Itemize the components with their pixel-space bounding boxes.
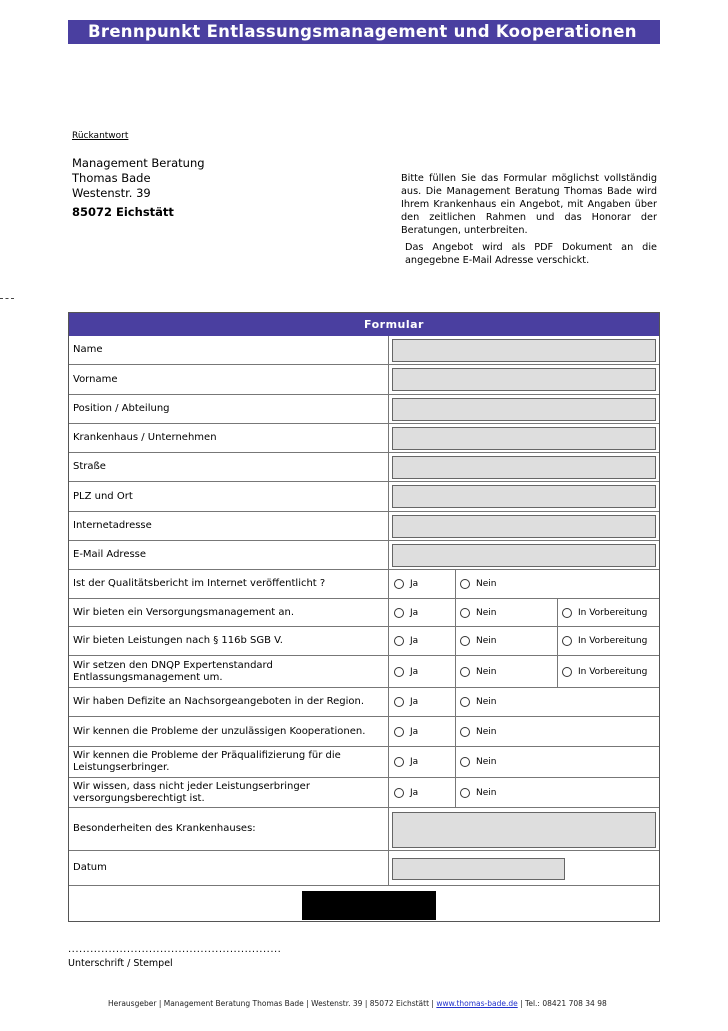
- info-paragraph-2: Das Angebot wird als PDF Dokument an die angegebne E-Mail Adresse verschickt.: [405, 242, 657, 266]
- radio-circle-icon[interactable]: [394, 727, 404, 737]
- form-row-besonderheiten: [69, 808, 659, 851]
- radio-nein[interactable]: [460, 747, 496, 777]
- form-row-email: [69, 541, 659, 570]
- option-label: Nein: [476, 757, 497, 767]
- form: [68, 312, 660, 922]
- footer-website-link[interactable]: www.thomas-bade.de: [436, 999, 518, 1008]
- krankenhaus-input[interactable]: [392, 427, 656, 450]
- question-row: [69, 717, 659, 747]
- besonderheiten-textarea[interactable]: [392, 812, 656, 848]
- plz-ort-input[interactable]: [392, 485, 656, 508]
- radio-circle-icon[interactable]: [394, 579, 404, 589]
- datum-input[interactable]: [392, 858, 565, 880]
- form-row-internet: [69, 512, 659, 541]
- footer-phone: Tel.: 08421 708 34 98: [525, 999, 607, 1008]
- radio-circle-icon[interactable]: [394, 667, 404, 677]
- radio-circle-icon[interactable]: [460, 667, 470, 677]
- question-row: [69, 747, 659, 778]
- signature-line: ..........................................................: [68, 944, 282, 955]
- radio-in-vorbereitung[interactable]: [562, 627, 647, 655]
- position-input[interactable]: [392, 398, 656, 421]
- radio-circle-icon[interactable]: [460, 579, 470, 589]
- radio-ja[interactable]: [394, 688, 418, 716]
- field-label: Vorname: [73, 373, 118, 385]
- question-label: Wir bieten Leistungen nach § 116b SGB V.: [73, 635, 283, 646]
- option-label: In Vorbereitung: [578, 636, 648, 646]
- radio-ja[interactable]: [394, 570, 418, 598]
- radio-ja[interactable]: [394, 656, 418, 687]
- radio-ja[interactable]: [394, 778, 418, 807]
- name-input[interactable]: [392, 339, 656, 362]
- radio-nein[interactable]: [460, 688, 496, 716]
- field-label: E-Mail Adresse: [73, 549, 147, 560]
- option-label: Ja: [410, 697, 419, 707]
- strasse-input[interactable]: [392, 456, 656, 479]
- form-row-strasse: [69, 453, 659, 482]
- radio-circle-icon[interactable]: [460, 636, 470, 646]
- document-title: Brennpunkt Entlassungsmanagement und Kooperationen: [68, 20, 660, 44]
- field-label: Name: [73, 344, 103, 355]
- question-label: Wir bieten ein Versorgungsmanagement an.: [73, 606, 295, 618]
- option-label: Ja: [410, 666, 419, 677]
- field-label: Krankenhaus / Unternehmen: [73, 432, 217, 443]
- footer-street: Westenstr. 39: [311, 999, 363, 1008]
- radio-circle-icon[interactable]: [562, 667, 572, 677]
- option-label: Nein: [476, 579, 497, 589]
- form-row-krankenhaus: [69, 424, 659, 453]
- footer-city: 85072 Eichstätt: [369, 999, 430, 1008]
- form-row-datum: [69, 851, 659, 886]
- radio-ja[interactable]: [394, 599, 418, 626]
- radio-ja[interactable]: [394, 717, 418, 746]
- question-row: [69, 599, 659, 627]
- address-line-company: Management Beratung: [72, 156, 205, 170]
- question-label: Wir setzen den DNQP Expertenstandard Entlassungsmanagement um.: [73, 659, 273, 683]
- address-block: [72, 156, 205, 220]
- radio-circle-icon[interactable]: [562, 608, 572, 618]
- field-label: Position / Abteilung: [73, 403, 170, 414]
- option-label: Nein: [476, 666, 497, 677]
- email-input[interactable]: [392, 544, 656, 567]
- footer-company: Management Beratung Thomas Bade: [163, 999, 304, 1008]
- form-title: Formular: [69, 313, 659, 336]
- option-label: Nein: [476, 697, 497, 707]
- radio-in-vorbereitung[interactable]: [562, 599, 647, 626]
- field-label: PLZ und Ort: [73, 490, 133, 502]
- radio-circle-icon[interactable]: [460, 788, 470, 798]
- fold-mark: [0, 298, 14, 299]
- radio-in-vorbereitung[interactable]: [562, 656, 647, 687]
- radio-nein[interactable]: [460, 717, 496, 746]
- form-row-plz-ort: [69, 482, 659, 512]
- radio-ja[interactable]: [394, 627, 418, 655]
- radio-ja[interactable]: [394, 747, 418, 777]
- address-line-street: Westenstr. 39: [72, 186, 151, 200]
- radio-circle-icon[interactable]: [460, 697, 470, 707]
- option-label: Nein: [476, 787, 497, 798]
- radio-nein[interactable]: [460, 570, 496, 598]
- field-label: Internetadresse: [73, 520, 152, 531]
- option-label: Ja: [410, 787, 419, 798]
- question-label: Wir kennen die Probleme der unzulässigen Kooperationen.: [73, 725, 366, 737]
- reply-label: Rückantwort: [72, 131, 129, 141]
- radio-nein[interactable]: [460, 627, 496, 655]
- form-row-vorname: [69, 365, 659, 395]
- option-label: Nein: [476, 607, 497, 618]
- radio-circle-icon[interactable]: [394, 697, 404, 707]
- option-label: Ja: [410, 579, 419, 589]
- address-line-name: Thomas Bade: [72, 171, 151, 185]
- question-row: [69, 688, 659, 717]
- field-label: Datum: [73, 862, 107, 873]
- radio-circle-icon[interactable]: [460, 757, 470, 767]
- form-row-name: [69, 336, 659, 365]
- option-label: Nein: [476, 726, 497, 737]
- internetadresse-input[interactable]: [392, 515, 656, 538]
- question-row: [69, 570, 659, 599]
- radio-circle-icon[interactable]: [562, 636, 572, 646]
- radio-circle-icon[interactable]: [394, 608, 404, 618]
- signature-label: Unterschrift / Stempel: [68, 958, 173, 969]
- question-row: [69, 778, 659, 808]
- question-label: Wir wissen, dass nicht jeder Leistungserbringer versorgungsberechtigt ist.: [73, 780, 310, 804]
- radio-circle-icon[interactable]: [460, 727, 470, 737]
- option-label: Ja: [410, 726, 419, 737]
- option-label: In Vorbereitung: [578, 666, 648, 677]
- question-row: [69, 656, 659, 688]
- radio-nein[interactable]: [460, 599, 496, 626]
- radio-circle-icon[interactable]: [460, 608, 470, 618]
- radio-circle-icon[interactable]: [394, 636, 404, 646]
- radio-circle-icon[interactable]: [394, 788, 404, 798]
- question-label: Wir haben Defizite an Nachsorgeangeboten in der Region.: [73, 696, 365, 707]
- option-label: Ja: [410, 607, 419, 618]
- footer: Herausgeber | Management Beratung Thomas Bade | Westenstr. 39 | 85072 Eichstätt | www.thomas-bade.de | Tel.: 08421 708 34 98: [108, 999, 607, 1008]
- address-line-city: 85072 Eichstätt: [72, 205, 174, 219]
- footer-publisher: Herausgeber: [108, 999, 157, 1008]
- field-label: Straße: [73, 461, 106, 472]
- field-label: Besonderheiten des Krankenhauses:: [73, 823, 256, 834]
- question-label: Ist der Qualitätsbericht im Internet veröffentlicht ?: [73, 578, 326, 589]
- vorname-input[interactable]: [392, 368, 656, 391]
- option-label: Ja: [410, 757, 419, 767]
- question-label: Wir kennen die Probleme der Präqualifizierung für die Leistungserbringer.: [73, 750, 341, 773]
- radio-circle-icon[interactable]: [394, 757, 404, 767]
- form-row-position: [69, 395, 659, 424]
- option-label: Nein: [476, 636, 497, 646]
- option-label: Ja: [410, 636, 419, 646]
- radio-nein[interactable]: [460, 778, 496, 807]
- submit-button[interactable]: [302, 891, 436, 920]
- info-paragraph-1: Bitte füllen Sie das Formular möglichst vollständig aus. Die Management Beratung Thomas Bade wird Ihrem Krankenhaus ein Angebot, mit Angaben über den zeitlichen Rahmen und das Honorar der Beratungen, unterbreiten.: [401, 173, 657, 236]
- radio-nein[interactable]: [460, 656, 496, 687]
- question-row: [69, 627, 659, 656]
- option-label: In Vorbereitung: [578, 607, 648, 618]
